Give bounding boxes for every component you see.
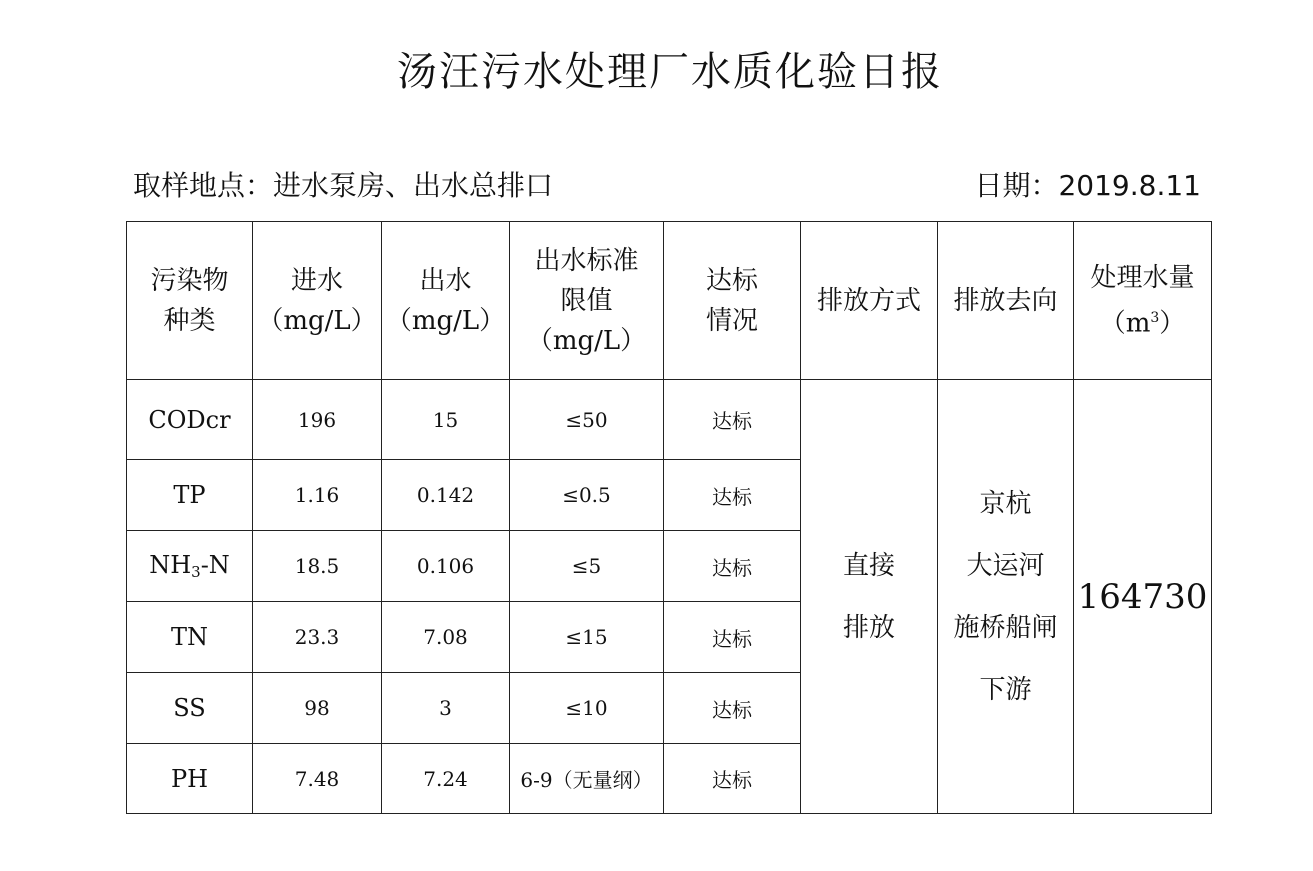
header-pollutant: 污染物 种类 (127, 222, 253, 380)
effluent-value: 3 (382, 673, 510, 744)
limit-value: ≤10 (510, 673, 664, 744)
pollutant-name: PH (127, 744, 253, 814)
influent-value: 23.3 (253, 602, 382, 673)
discharge-direction-cell: 京杭 大运河 施桥船闸 下游 (938, 380, 1074, 814)
influent-value: 18.5 (253, 531, 382, 602)
effluent-value: 7.24 (382, 744, 510, 814)
compliance-status: 达标 (664, 602, 801, 673)
influent-value: 7.48 (253, 744, 382, 814)
limit-value: ≤0.5 (510, 460, 664, 531)
limit-value: 6-9（无量纲） (510, 744, 664, 814)
header-influent: 进水 （mg/L） (253, 222, 382, 380)
discharge-method-cell: 直接 排放 (801, 380, 938, 814)
influent-value: 1.16 (253, 460, 382, 531)
sampling-location: 取样地点：进水泵房、出水总排口 (133, 169, 554, 202)
compliance-status: 达标 (664, 744, 801, 814)
influent-value: 98 (253, 673, 382, 744)
pollutant-name: TP (127, 460, 253, 531)
header-discharge-method: 排放方式 (801, 222, 938, 380)
header-compliance: 达标 情况 (664, 222, 801, 380)
header-row (127, 222, 1212, 380)
header-discharge-direction: 排放去向 (938, 222, 1074, 380)
effluent-value: 0.106 (382, 531, 510, 602)
water-quality-table (126, 221, 1212, 814)
header-effluent: 出水 （mg/L） (382, 222, 510, 380)
limit-value: ≤15 (510, 602, 664, 673)
compliance-status: 达标 (664, 673, 801, 744)
pollutant-name: $NH_3-N$ (127, 531, 253, 602)
compliance-status: 达标 (664, 531, 801, 602)
compliance-status: 达标 (664, 460, 801, 531)
header-limit: 出水标准 限值 （mg/L） (510, 222, 664, 380)
report-date: 日期：2019.8.11 (974, 169, 1201, 202)
compliance-status: 达标 (664, 380, 801, 460)
effluent-value: 7.08 (382, 602, 510, 673)
influent-value: 196 (253, 380, 382, 460)
pollutant-name: CODcr (127, 380, 253, 460)
effluent-value: 0.142 (382, 460, 510, 531)
treated-volume-value: 164730 (1074, 380, 1212, 814)
header-volume: 处理水量 $(m^3)$ (1074, 222, 1212, 380)
report-title: 汤汪污水处理厂水质化验日报 (397, 49, 943, 95)
table-row (127, 380, 1212, 460)
limit-value: ≤5 (510, 531, 664, 602)
pollutant-name: TN (127, 602, 253, 673)
pollutant-name: SS (127, 673, 253, 744)
effluent-value: 15 (382, 380, 510, 460)
limit-value: ≤50 (510, 380, 664, 460)
